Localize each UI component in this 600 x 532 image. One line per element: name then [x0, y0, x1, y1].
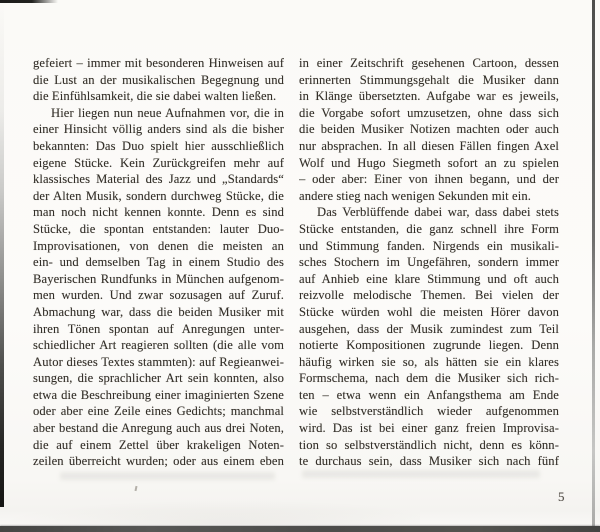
text-line: Stücke entstanden, die ganz schnell ihre Form	[299, 221, 559, 236]
text-line: man noch nicht kennen konnte. Denn es sind	[33, 205, 284, 220]
page-number: 5	[558, 489, 565, 504]
scan-edge-right	[592, 0, 595, 532]
text-line: Bayerischen Rundfunks in München aufgenom-	[33, 271, 284, 286]
text-line: aber bestand die Anregung auch aus drei Noten,	[33, 421, 284, 436]
scan-artifact-bleedthrough	[60, 472, 275, 480]
text-line: Wolf und Hugo Siegmeth sofort an zu spielen	[299, 155, 559, 170]
text-line: schiedlicher Art reagieren sollten (die alle vom	[33, 338, 284, 353]
text-line: Hier liegen nun neue Aufnahmen vor, die in	[51, 105, 284, 120]
scan-edge-left	[0, 0, 4, 507]
text-line: die Lust an der musikalischen Begegnung und	[33, 72, 284, 87]
text-line: Abmachung war, dass die beiden Musiker mit	[33, 304, 284, 319]
text-line: klassisches Material des Jazz und „Standards“	[33, 172, 284, 187]
text-line: tion so selbstverständlich nicht, denn es könn-	[299, 437, 559, 452]
text-line: die auf einem Zettel über krakeligen Noten-	[33, 437, 284, 452]
text-line: Autor dieses Textes stammten): auf Regieanwei-	[33, 354, 284, 369]
text-line: Stücke würden wohl die meisten Hörer davon	[299, 304, 559, 319]
text-line: men wurden. Und zwar sozusagen auf Zuruf.	[33, 288, 284, 303]
text-line: Stücke, die spontan entstanden: lauter Duo-	[33, 221, 284, 236]
text-line: in Klänge übersetzten. Aufgabe war es jeweils,	[299, 89, 559, 104]
text-line: auf Anhieb eine klare Stimmung und oft auch	[299, 271, 559, 286]
text-line: ihren Tönen spontan auf Anregungen unter-	[33, 321, 284, 336]
text-line: die beiden Musiker Notizen machten oder auch	[299, 122, 559, 137]
text-line: andere stieg nach wenigen Sekunden mit ein.	[299, 188, 531, 203]
text-line: reizvolle melodische Themen. Bei vielen der	[299, 288, 559, 303]
text-line: in einer Zeitschrift gesehenen Cartoon, dessen	[299, 56, 559, 70]
text-line: notierte Kompositionen zugrunde liegen. Denn	[299, 338, 559, 353]
text-line: erinnerten Stimmungsgehalt die Musiker dann	[299, 72, 559, 87]
text-line: nur absprachen. In all diesen Fällen fingen Axel	[299, 138, 559, 153]
text-line: die Einfühlsamkeit, die sie dabei walten ließen.	[33, 89, 277, 104]
text-line: wie selbstverständlich wieder aufgenommen	[299, 404, 559, 419]
text-line: sches Stochern im Ungefähren, sondern immer	[299, 255, 559, 270]
scan-artifact-shade	[0, 500, 420, 524]
text-line: ten – etwa wenn ein Anfangsthema am Ende	[299, 387, 559, 402]
text-line: häufig wirken sie so, als hätten sie ein klares	[299, 354, 559, 369]
text-line: die Vorgabe sofort umzusetzen, ohne dass sich	[299, 105, 559, 120]
scan-artifact-speck	[135, 486, 138, 491]
text-line: Improvisationen, von denen die meisten an	[33, 238, 284, 253]
text-line: oder aber eine Zeile eines Gedichts; manchmal	[33, 404, 284, 419]
text-line: sungen, die sprachlicher Art sein konnten, also	[33, 371, 284, 386]
text-line: Formschema, nach dem die Musiker sich rich-	[299, 371, 559, 386]
text-line: ein- und demselben Tag in einem Studio des	[33, 255, 284, 270]
text-line: etwa die Beschreibung einer imaginierten Szene	[33, 387, 284, 402]
text-line: bekannten: Das Duo spielt hier ausschließlich	[33, 138, 284, 153]
text-line: – oder aber: Einer von ihnen begann, und der	[299, 172, 559, 187]
scan-edge-top	[0, 0, 58, 3]
text-line: und Stimmung fanden. Nirgends ein musikali-	[299, 238, 559, 253]
text-line: wird. Das ist bei einer ganz freien Improvisa-	[299, 421, 559, 436]
text-line: Das Verblüffende dabei war, dass dabei stets	[317, 205, 559, 220]
text-line: einer Hinsicht völlig anders sind als die bisher	[33, 122, 284, 137]
text-line: zeilen überreicht wurden; oder aus einem eben	[33, 454, 284, 469]
scan-artifact-bleedthrough	[302, 470, 540, 478]
text-line: gefeiert – immer mit besonderen Hinweisen auf	[33, 56, 284, 70]
text-column-left	[33, 55, 284, 470]
text-line: eigene Stücke. Kein Zurückgreifen mehr auf	[33, 155, 284, 170]
text-line: ausgehen, dass der Musik zumindest zum Teil	[299, 321, 559, 336]
text-line: te durchaus sein, dass Musiker sich nach fünf	[299, 454, 559, 469]
text-line: der Alten Musik, sondern durchweg Stücke, die	[33, 188, 284, 203]
text-column-right	[299, 55, 559, 470]
scan-edge-bottom	[0, 526, 600, 532]
